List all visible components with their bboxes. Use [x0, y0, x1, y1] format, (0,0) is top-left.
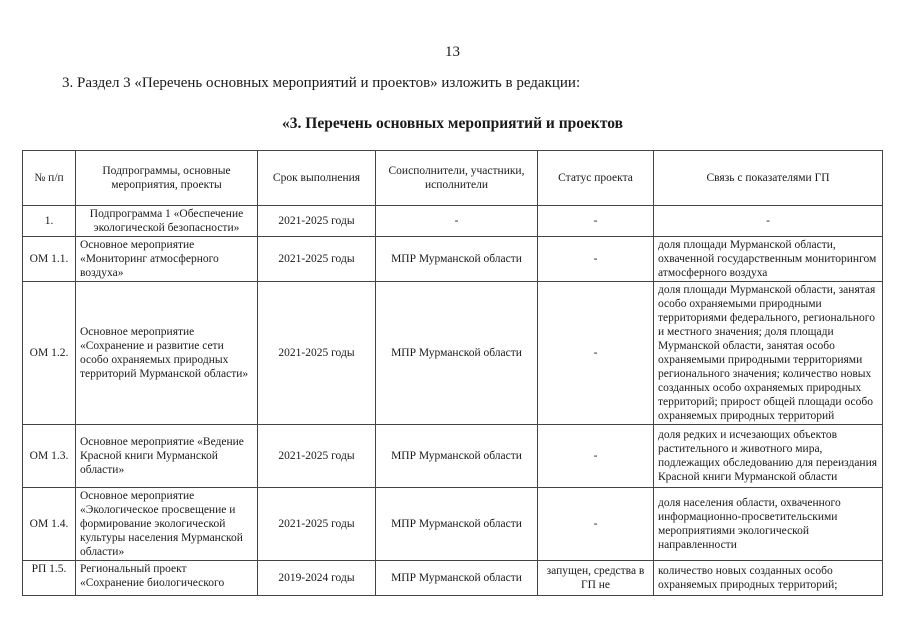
header-name: Подпрограммы, основные мероприятия, проекты: [76, 151, 258, 206]
cell-status: -: [538, 237, 654, 282]
header-num: № п/п: [23, 151, 76, 206]
cell-name: Основное мероприятие «Мониторинг атмосферного воздуха»: [76, 237, 258, 282]
cell-period: 2021-2025 годы: [258, 282, 376, 425]
cell-executors: МПР Мурманской области: [376, 282, 538, 425]
cell-link: количество новых созданных особо охраняемых природных территорий;: [654, 561, 883, 596]
cell-executors: -: [376, 206, 538, 237]
header-status: Статус проекта: [538, 151, 654, 206]
cell-period: 2019-2024 годы: [258, 561, 376, 596]
table-header-row: [23, 151, 883, 206]
cell-num: ОМ 1.3.: [23, 425, 76, 488]
cell-link: -: [654, 206, 883, 237]
table-row: [23, 488, 883, 561]
cell-name: Региональный проект «Сохранение биологического: [76, 561, 258, 596]
cell-name: Основное мероприятие «Сохранение и развитие сети особо охраняемых природных территорий Мурманской области»: [76, 282, 258, 425]
header-period: Срок выполнения: [258, 151, 376, 206]
cell-period: 2021-2025 годы: [258, 488, 376, 561]
cell-period: 2021-2025 годы: [258, 237, 376, 282]
cell-executors: МПР Мурманской области: [376, 561, 538, 596]
cell-num: ОМ 1.4.: [23, 488, 76, 561]
header-link: Связь с показателями ГП: [654, 151, 883, 206]
table-row: [23, 237, 883, 282]
intro-text: 3. Раздел 3 «Перечень основных мероприятий и проектов» изложить в редакции:: [62, 75, 581, 91]
cell-status: запущен, средства в ГП не: [538, 561, 654, 596]
table-row: [23, 561, 883, 596]
cell-name: Основное мероприятие «Ведение Красной книги Мурманской области»: [76, 425, 258, 488]
cell-executors: МПР Мурманской области: [376, 237, 538, 282]
section-title: «3. Перечень основных мероприятий и проектов: [282, 115, 623, 132]
cell-status: -: [538, 206, 654, 237]
table-row: [23, 206, 883, 237]
cell-link: доля площади Мурманской области, охваченной государственным мониторингом атмосферного воздуха: [654, 237, 883, 282]
cell-link: доля редких и исчезающих объектов растительного и животного мира, подлежащих обследованию для переиздания Красной книги Мурманской области: [654, 425, 883, 488]
cell-name: Основное мероприятие «Экологическое просвещение и формирование экологической культуры населения Мурманской области»: [76, 488, 258, 561]
cell-status: -: [538, 488, 654, 561]
cell-link: доля населения области, охваченного информационно-просветительскими мероприятиями экологической направленности: [654, 488, 883, 561]
cell-num: ОМ 1.2.: [23, 282, 76, 425]
measures-table: [22, 150, 883, 596]
cell-period: 2021-2025 годы: [258, 206, 376, 237]
cell-num: 1.: [23, 206, 76, 237]
cell-executors: МПР Мурманской области: [376, 425, 538, 488]
table-row: [23, 425, 883, 488]
cell-link: доля площади Мурманской области, занятая особо охраняемыми природными территориями федерального, регионального и местного значения; доля площади Мурманской области, занятая особо охраняемыми природными территориями регионального значения; количество новых созданных особо охраняемых природных территорий; прирост общей площади особо охраняемых природных территорий: [654, 282, 883, 425]
page-number: 13: [445, 44, 460, 60]
cell-num: РП 1.5.: [23, 561, 76, 596]
cell-status: -: [538, 282, 654, 425]
table-row: [23, 282, 883, 425]
cell-period: 2021-2025 годы: [258, 425, 376, 488]
cell-executors: МПР Мурманской области: [376, 488, 538, 561]
header-executors: Соисполнители, участники, исполнители: [376, 151, 538, 206]
cell-status: -: [538, 425, 654, 488]
cell-name: Подпрограмма 1 «Обеспечение экологической безопасности»: [76, 206, 258, 237]
cell-num: ОМ 1.1.: [23, 237, 76, 282]
